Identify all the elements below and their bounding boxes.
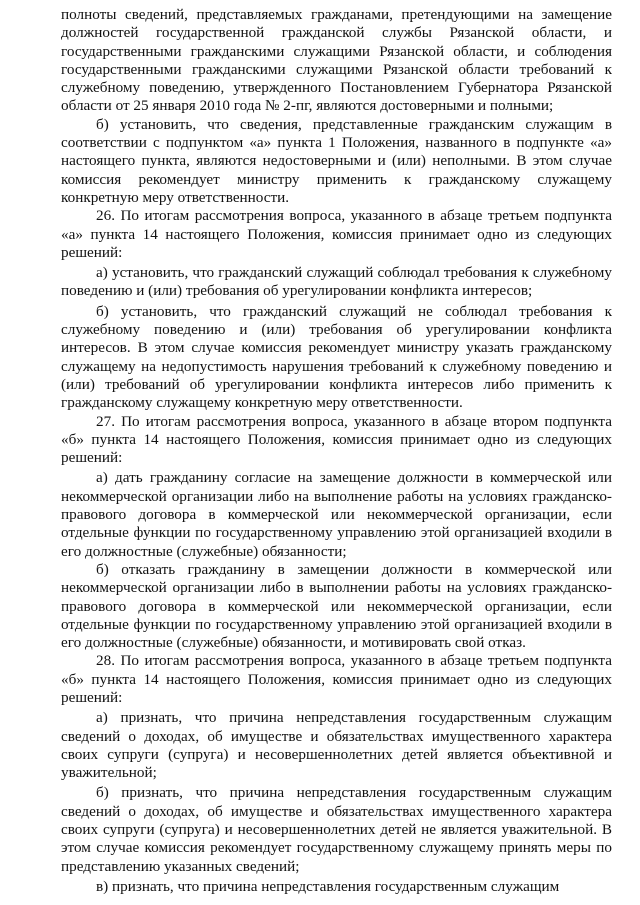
paragraph-26-b: б) установить, что гражданский служащий не соблюдал требования к служебному поведению и (или) требования об урегулировании конфликта интересов. В этом случае комиссия рекомендует министру указать гражданскому служащему на недопустимость нарушения требований к служебному поведению и (или) требований об урегулировании конфликта интересов либо применить к гражданскому служащему конкретную меру ответственности. bbox=[61, 302, 612, 412]
paragraph-27: 27. По итогам рассмотрения вопроса, указанного в абзаце втором подпункта «б» пункта 14 настоящего Положения, комиссия принимает одно из следующих решений: bbox=[61, 412, 612, 467]
paragraph-26: 26. По итогам рассмотрения вопроса, указанного в абзаце третьем подпункта «а» пункта 14 настоящего Положения, комиссия принимает одно из следующих решений: bbox=[61, 207, 612, 261]
paragraph-26-a: а) установить, что гражданский служащий соблюдал требования к служебному поведению и (или) требования об урегулировании конфликта интересов; bbox=[61, 264, 612, 300]
paragraph-28-b: б) признать, что причина непредставления государственным служащим сведений о доходах, об имуществе и обязательствах имущественного характера своих супруги (супруга) и несовершеннолетних детей не является уважительной. В этом случае комиссия рекомендует государственному служащему принять меры по представлению указанных сведений; bbox=[61, 784, 612, 875]
paragraph-28-v: в) признать, что причина непредставления государственным служащим bbox=[96, 877, 560, 895]
paragraph-28: 28. По итогам рассмотрения вопроса, указанного в абзаце третьем подпункта «б» пункта 14 настоящего Положения, комиссия принимает одно из следующих решений: bbox=[61, 652, 612, 706]
paragraph-28-a: а) признать, что причина непредставления государственным служащим сведений о доходах, об имуществе и обязательствах имущественного характера своих супруги (супруга) и несовершеннолетних детей является объективной и уважительной; bbox=[61, 709, 612, 782]
paragraph-continuation: полноты сведений, представляемых гражданами, претендующими на замещение должностей государственной гражданской службы Рязанской области, и государственными гражданскими служащими Рязанской области, и соблюдения государственными гражданскими служащими Рязанской области требований к служебному поведению, утвержденного Постановлением Губернатора Рязанской области от 25 января 2010 года № 2-пг, являются достоверными и полными; bbox=[61, 6, 612, 115]
document-page bbox=[61, 6, 612, 896]
paragraph-27-a: а) дать гражданину согласие на замещение должности в коммерческой или некоммерческой организации либо на выполнение работы на условиях гражданско-правового договора в коммерческой или некоммерческой организации, если отдельные функции по государственному управлению этой организацией входили в его должностные (служебные) обязанности; bbox=[61, 469, 612, 560]
paragraph-27-b: б) отказать гражданину в замещении должности в коммерческой или некоммерческой организации либо в выполнении работы на условиях гражданско-правового договора в коммерческой или некоммерческой организации, если отдельные функции по государственному управлению этой организацией входили в его должностные (служебные) обязанности, и мотивировать свой отказ. bbox=[61, 560, 612, 652]
paragraph-25-b: б) установить, что сведения, представленные гражданским служащим в соответствии с подпунктом «а» пункта 1 Положения, названного в подпункте «а» настоящего пункта, являются недостоверными и (или) неполными. В этом случае комиссия рекомендует министру применить к гражданскому служащему конкретную меру ответственности. bbox=[61, 115, 612, 206]
